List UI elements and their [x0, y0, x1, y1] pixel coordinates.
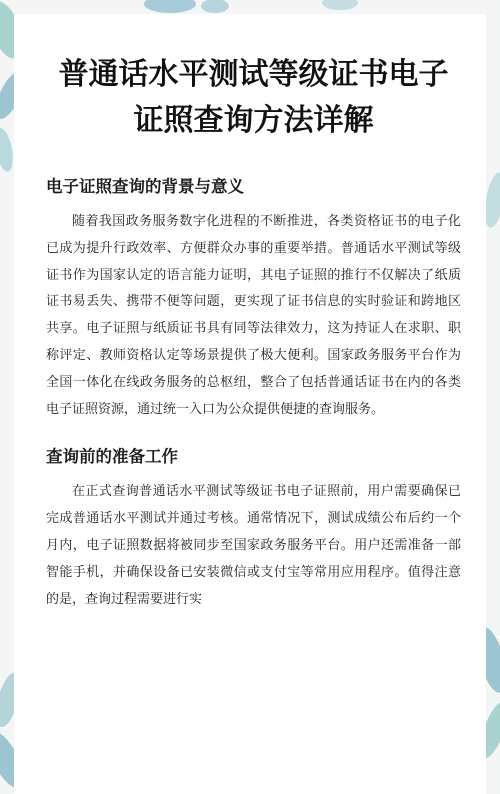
section-paragraph-preparation: 在正式查询普通话水平测试等级证书电子证照前，用户需要确保已完成普通话水平测试并通过考核。通常情况下，测试成绩公布后约一个月内，电子证照数据将被同步至国家政务服务平台。用户还需准备一部智能手机，并确保设备已安装微信或支付宝等常用应用程序。值得注意的是，查询过程需要进行实 [46, 484, 461, 607]
title-line-2: 证照查询方法详解 [133, 103, 374, 138]
section-heading-preparation: 查询前的准备工作 [46, 447, 178, 467]
section-heading-background: 电子证照查询的背景与意义 [46, 177, 244, 196]
section-paragraph-background: 随着我国政务服务数字化进程的不断推进，各类资格证书的电子化已成为提升行政效率、方便群众办事的重要举措。普通话水平测试等级证书作为国家认定的语言能力证明，其电子证照的推行不仅解决了纸质证书易丢失、携带不便等问题，更实现了证书信息的实时验证和跨地区共享。电子证照与纸质证书具有同等法律效力，这为持证人在求职、职称评定、教师资格认定等场景提供了极大便利。国家政务服务平台作为全国一体化在线政务服务的总枢纽，整合了包括普通话证书在内的各类电子证照资源，通过统一入口为公众提供便捷的查询服务。 [46, 214, 461, 417]
document-title [46, 52, 461, 144]
title-line-1: 普通话水平测试等级证书电子 [58, 57, 449, 92]
document-page [14, 14, 486, 794]
